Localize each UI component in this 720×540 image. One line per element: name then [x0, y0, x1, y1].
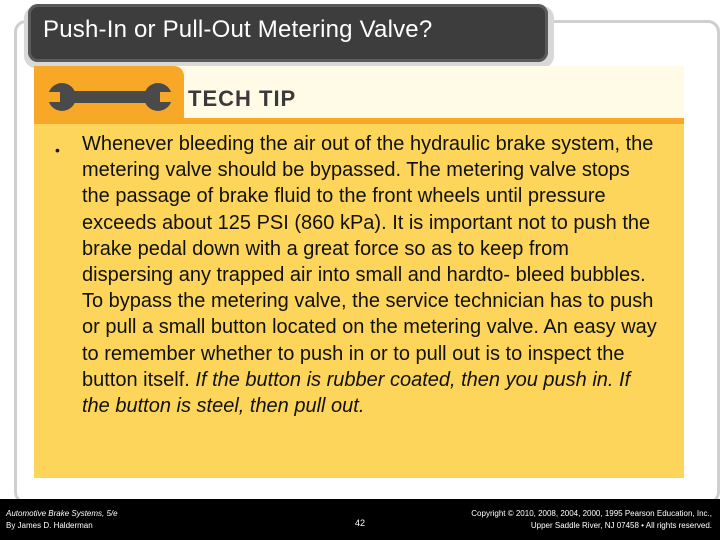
book-title: Automotive Brake Systems, 5/e [6, 509, 118, 518]
tech-tip-text-plain: Whenever bleeding the air out of the hydraulic brake system, the metering valve should be bypassed. The metering valve stops the passage of brake fluid to the front wheels until pressure exceeds about 125 PSI (860 kPa). It is important not to push the brake pedal down with a great force so as to keep from dispersing any trapped air into small and hardto- bleed bubbles. To bypass the metering valve, the service technician has to push or pull a small button located on the metering valve. An easy way to remember whether to push in or to pull out is to inspect the button itself. [82, 133, 657, 391]
tech-tip-text-italic: If the button is rubber coated, then you push in. If the button is steel, then pull out. [82, 368, 631, 418]
copyright-line-2: Upper Saddle River, NJ 07458 • All rights reserved. [530, 521, 712, 530]
footer-book-info [6, 508, 118, 532]
bullet-marker: • [55, 142, 60, 158]
tech-tip-label: TECH TIP [188, 86, 297, 111]
footer-bar [0, 499, 720, 540]
tech-tip-text [82, 131, 660, 419]
book-author: By James D. Halderman [6, 521, 93, 530]
slide-title: Push-In or Pull-Out Metering Valve? [43, 16, 433, 43]
footer-copyright [471, 508, 712, 532]
copyright-line-1: Copyright © 2010, 2008, 2004, 2000, 1995 Pearson Education, Inc., [471, 509, 712, 518]
tech-tip-tab [34, 66, 184, 124]
page-number: 42 [355, 518, 366, 528]
wrench-icon [34, 66, 184, 124]
